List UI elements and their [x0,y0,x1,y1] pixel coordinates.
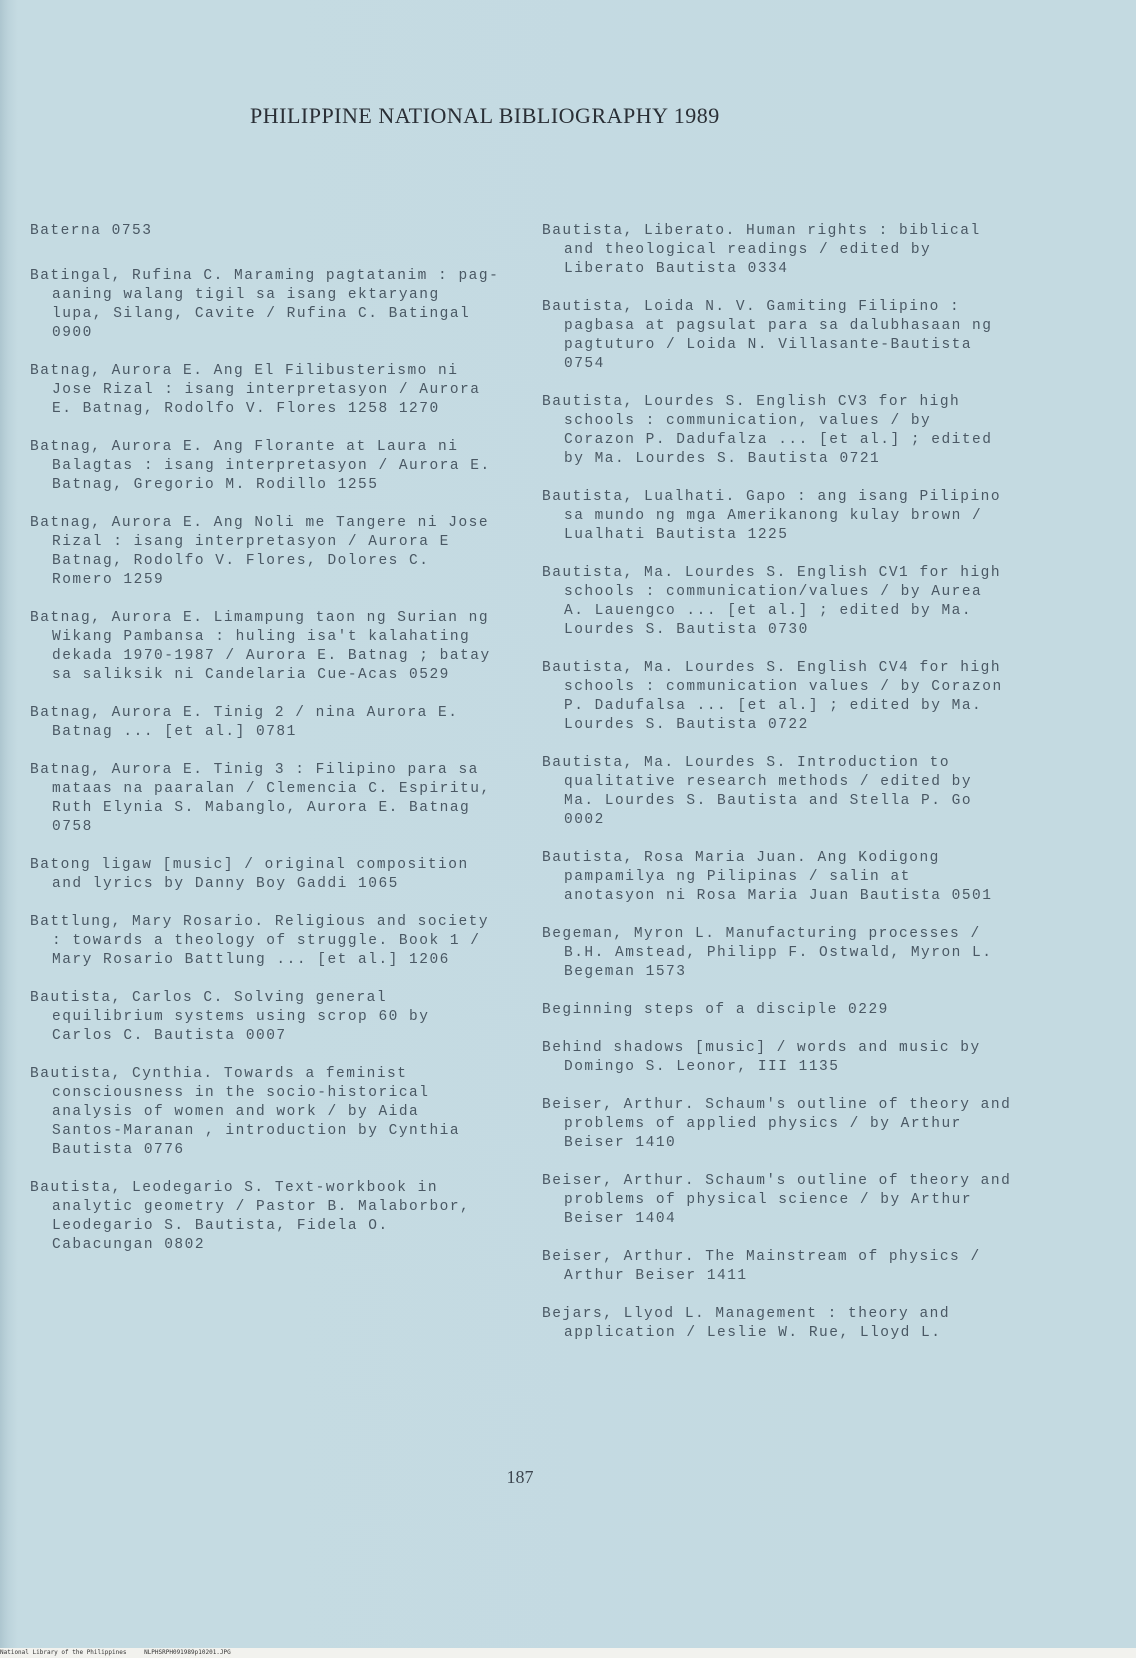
bibliography-entry: Bautista, Leodegario S. Text-workbook in analytic geometry / Pastor B. Malaborbor, Leodegario S. Bautista, Fidela O. Cabacungan 0802 [30,1180,471,1253]
bibliography-entry: Bautista, Ma. Lourdes S. English CV1 for high schools : communication/values / by Aurea A. Lauengco ... [et al.] ; edited by Ma. Lourdes S. Bautista 0730 [542,565,1002,638]
bibliography-entry: Batnag, Aurora E. Ang Noli me Tangere ni Jose Rizal : isang interpretasyon / Aurora E Batnag, Rodolfo V. Flores, Dolores C. Romero 1259 [30,515,490,588]
bibliography-entry: Behind shadows [music] / words and music by Domingo S. Leonor, III 1135 [542,1040,981,1075]
bibliography-entry: Beiser, Arthur. Schaum's outline of theory and problems of physical science / by Arthur Beiser 1404 [542,1173,1012,1227]
bibliography-entry: Beginning steps of a disciple 0229 [542,1002,889,1018]
page-number: 187 [506,1467,534,1487]
bibliography-entry: Bautista, Carlos C. Solving general equilibrium systems using scrop 60 by Carlos C. Bautista 0007 [30,990,430,1044]
bibliography-entry: Bejars, Llyod L. Management : theory and application / Leslie W. Rue, Lloyd L. [542,1306,951,1341]
bibliography-entry: Batnag, Aurora E. Limampung taon ng Surian ng Wikang Pambansa : huling isa't kalahating dekada 1970-1987 / Aurora E. Batnag ; batay sa saliksik ni Candelaria Cue-Acas 0529 [30,610,491,683]
footer-library: National Library of the Philippines [0,1649,127,1656]
bibliography-entry: Begeman, Myron L. Manufacturing processes / B.H. Amstead, Philipp F. Ostwald, Myron L. Begeman 1573 [542,926,993,980]
bibliography-entry: Bautista, Liberato. Human rights : biblical and theological readings / edited by Liberato Bautista 0334 [542,223,981,277]
bibliography-entry: Batnag, Aurora E. Tinig 2 / nina Aurora E. Batnag ... [et al.] 0781 [30,705,459,740]
bibliography-entry: Batingal, Rufina C. Maraming pagtatanim : pag-aaning walang tigil sa isang ektaryang lupa, Silang, Cavite / Rufina C. Batingal 0900 [30,268,500,341]
bibliography-entry: Bautista, Rosa Maria Juan. Ang Kodigong pampamilya ng Pilipinas / salin at anotasyon ni Rosa Maria Juan Bautista 0501 [542,850,993,904]
bibliography-entry: Batnag, Aurora E. Ang Florante at Laura ni Balagtas : isang interpretasyon / Aurora E. Batnag, Gregorio M. Rodillo 1255 [30,439,491,493]
bibliography-entry: Beiser, Arthur. Schaum's outline of theory and problems of applied physics / by Arthur Beiser 1410 [542,1097,1012,1151]
bibliography-entry: Bautista, Cynthia. Towards a feminist consciousness in the socio-historical analysis of women and work / by Aida Santos-Maranan , introduction by Cynthia Bautista 0776 [30,1066,461,1158]
bibliography-entry: Bautista, Lualhati. Gapo : ang isang Pilipino sa mundo ng mga Amerikanong kulay brown / Lualhati Bautista 1225 [542,489,1002,543]
page-title: PHILIPPINE NATIONAL BIBLIOGRAPHY 1989 [250,103,720,128]
bibliography-entry: Batnag, Aurora E. Tinig 3 : Filipino para sa mataas na paaralan / Clemencia C. Espiritu, Ruth Elynia S. Mabanglo, Aurora E. Batnag 0758 [30,762,491,835]
bibliography-entry: Baterna 0753 [30,223,153,239]
bibliography-entry: Battlung, Mary Rosario. Religious and society : towards a theology of struggle. Book 1 / Mary Rosario Battlung ... [et al.] 1206 [30,914,490,968]
bibliography-entry: Bautista, Ma. Lourdes S. English CV4 for high schools : communication values / by Corazon P. Dadufalsa ... [et al.] ; edited by Ma. Lourdes S. Bautista 0722 [542,660,1003,733]
right-column [542,222,1012,1362]
bibliography-entry: Batnag, Aurora E. Ang El Filibusterismo ni Jose Rizal : isang interpretasyon / Aurora E. Batnag, Rodolfo V. Flores 1258 1270 [30,363,481,417]
footer-filename: NLPHSRPH091989p10201.JPG [144,1649,231,1656]
scan-footer [0,1648,1136,1658]
bibliography-entry: Bautista, Lourdes S. English CV3 for high schools : communication, values / by Corazon P. Dadufalza ... [et al.] ; edited by Ma. Lourdes S. Bautista 0721 [542,394,993,467]
bibliography-entry: Beiser, Arthur. The Mainstream of physics / Arthur Beiser 1411 [542,1249,981,1284]
bibliography-entry: Bautista, Ma. Lourdes S. Introduction to qualitative research methods / edited by Ma. Lourdes S. Bautista and Stella P. Go 0002 [542,755,973,828]
left-column [30,222,500,1274]
bibliography-entry: Batong ligaw [music] / original composition and lyrics by Danny Boy Gaddi 1065 [30,857,469,892]
bibliography-entry: Bautista, Loida N. V. Gamiting Filipino : pagbasa at pagsulat para sa dalubhasaan ng pagtuturo / Loida N. Villasante-Bautista 0754 [542,299,993,372]
